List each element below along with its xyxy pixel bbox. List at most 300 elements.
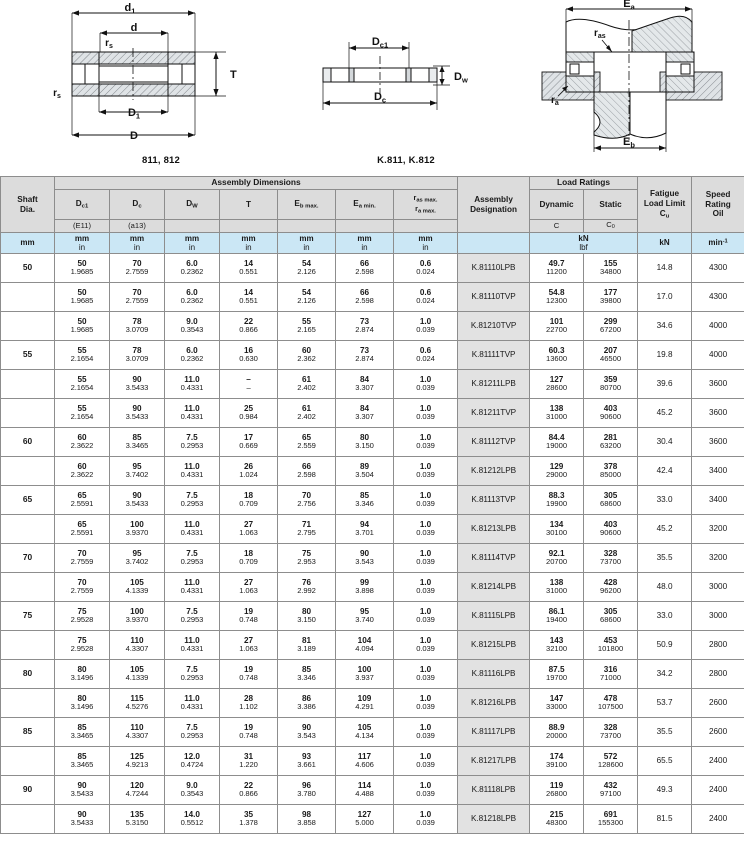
cell-dynamic-rating: 60.3 13600 [530,341,584,370]
cell-assembly-designation[interactable]: K.81213LPB [458,515,530,544]
cell-assembly-designation[interactable]: K.81211TVP [458,399,530,428]
cell-dynamic-rating: 84.4 19000 [530,428,584,457]
cell-speed-rating: 3000 [692,573,744,602]
cell-t: 14 0.551 [220,283,278,312]
cell-eb-max: 75 2.953 [278,544,336,573]
cell-dc1: 85 3.3465 [55,747,110,776]
cell-shaft-dia: 80 [1,660,55,689]
cell-shaft-dia: 75 [1,602,55,631]
specification-table-wrap [0,176,744,834]
cell-eb-max: 66 2.598 [278,457,336,486]
unit-fatigue: kN [638,233,692,254]
cell-dw: 7.5 0.2953 [165,660,220,689]
header-ea-min: $E_{a min.}$ [336,190,394,220]
header-dw-blank [165,220,220,233]
cell-eb-max: 71 2.795 [278,515,336,544]
cell-dw: 11.0 0.4331 [165,515,220,544]
cell-dc1: 75 2.9528 [55,631,110,660]
cell-ras-max: 1.0 0.039 [394,573,458,602]
cell-dynamic-rating: 119 26800 [530,776,584,805]
table-row [1,254,744,283]
cell-ea-min: 84 3.307 [336,399,394,428]
svg-text:Dc1: $D_{c1}$ [371,36,389,50]
cell-shaft-dia: 60 [1,428,55,457]
units-row [1,233,744,254]
header-t-blank [220,220,278,233]
cell-t: 16 0.630 [220,341,278,370]
cell-dc1: 80 3.1496 [55,660,110,689]
cell-speed-rating: 3200 [692,544,744,573]
cell-ea-min: 117 4.606 [336,747,394,776]
cell-dw: 7.5 0.2953 [165,428,220,457]
bearing-specification-table [0,176,744,834]
header-static-symbol: $C_0$ [584,220,638,233]
unit-t: mm in [220,233,278,254]
cell-t: 28 1.102 [220,689,278,718]
svg-text:Eb: $E_b$ [623,136,635,150]
cell-ea-min: 84 3.307 [336,370,394,399]
cell-dynamic-rating: 92.1 20700 [530,544,584,573]
cell-dw: 11.0 0.4331 [165,457,220,486]
cell-dc: 110 4.3307 [110,631,165,660]
cell-assembly-designation[interactable]: K.81216LPB [458,689,530,718]
svg-text:D: D [130,130,138,142]
cell-shaft-dia [1,312,55,341]
figure-caption-1: 811, 812 [141,155,181,166]
table-row [1,689,744,718]
cell-static-rating: 305 68600 [584,486,638,515]
cell-fatigue-load-limit: 42.4 [638,457,692,486]
cell-fatigue-load-limit: 49.3 [638,776,692,805]
header-dc-tolerance: (a13) [110,220,165,233]
cell-shaft-dia: 50 [1,254,55,283]
cell-dynamic-rating: 129 29000 [530,457,584,486]
cell-shaft-dia [1,631,55,660]
cell-assembly-designation[interactable]: K.81115LPB [458,602,530,631]
cell-speed-rating: 3600 [692,399,744,428]
cell-fatigue-load-limit: 34.6 [638,312,692,341]
cell-dynamic-rating: 138 31000 [530,399,584,428]
cell-speed-rating: 3000 [692,602,744,631]
cell-ras-max: 1.0 0.039 [394,428,458,457]
cell-fatigue-load-limit: 45.2 [638,515,692,544]
cell-t: 27 1.063 [220,631,278,660]
cell-t: 19 0.748 [220,660,278,689]
cell-dc1: 80 3.1496 [55,689,110,718]
cell-assembly-designation[interactable]: K.81116LPB [458,660,530,689]
cell-assembly-designation[interactable]: K.81117LPB [458,718,530,747]
cell-ea-min: 127 5.000 [336,805,394,834]
cell-ras-max: 1.0 0.039 [394,312,458,341]
cell-dc: 105 4.1339 [110,573,165,602]
cell-speed-rating: 2400 [692,776,744,805]
cell-assembly-designation[interactable]: K.81111TVP [458,341,530,370]
header-dynamic-symbol: C [530,220,584,233]
cell-shaft-dia [1,283,55,312]
cell-fatigue-load-limit: 45.2 [638,399,692,428]
cell-fatigue-load-limit: 35.5 [638,718,692,747]
header-static: Static [584,190,638,220]
cell-t: 26 1.024 [220,457,278,486]
cell-dc: 105 4.1339 [110,660,165,689]
cell-dc1: 55 2.1654 [55,341,110,370]
cell-eb-max: 76 2.992 [278,573,336,602]
table-row [1,660,744,689]
cell-dc1: 65 2.5591 [55,515,110,544]
cell-static-rating: 155 34800 [584,254,638,283]
cell-ras-max: 1.0 0.039 [394,631,458,660]
cell-dc: 70 2.7559 [110,254,165,283]
cell-dc: 95 3.7402 [110,544,165,573]
header-t: T [220,190,278,220]
cell-dc: 110 4.3307 [110,718,165,747]
cell-fatigue-load-limit: 53.7 [638,689,692,718]
cell-static-rating: 478 107500 [584,689,638,718]
cell-dw: 14.0 0.5512 [165,805,220,834]
cell-ea-min: 73 2.874 [336,312,394,341]
table-row [1,312,744,341]
table-row [1,544,744,573]
cell-assembly-designation[interactable]: K.81214LPB [458,573,530,602]
cell-dw: 11.0 0.4331 [165,631,220,660]
cell-eb-max: 65 2.559 [278,428,336,457]
unit-speed: $\min^{-1}$ [692,233,744,254]
cell-static-rating: 328 73700 [584,718,638,747]
cell-eb-max: 54 2.126 [278,283,336,312]
table-row [1,718,744,747]
cell-dc: 100 3.9370 [110,515,165,544]
cell-dynamic-rating: 147 33000 [530,689,584,718]
table-row [1,747,744,776]
cell-t: 17 0.669 [220,428,278,457]
cell-static-rating: 281 63200 [584,428,638,457]
cell-static-rating: 572 128600 [584,747,638,776]
cell-dc: 78 3.0709 [110,312,165,341]
cell-dc1: 75 2.9528 [55,602,110,631]
table-row [1,370,744,399]
cell-eb-max: 85 3.346 [278,660,336,689]
cell-assembly-designation[interactable]: K.81113TVP [458,486,530,515]
table-row [1,341,744,370]
cell-ea-min: 104 4.094 [336,631,394,660]
table-row [1,805,744,834]
figure-k811-k812 [292,0,520,175]
cell-t: 27 1.063 [220,573,278,602]
cell-ras-max: 1.0 0.039 [394,660,458,689]
svg-text:d1: $d_1$ [124,2,136,16]
header-fatigue-load-limit: Fatigue Load Limit $C_u$ [638,177,692,233]
cell-ras-max: 1.0 0.039 [394,399,458,428]
cell-ras-max: 1.0 0.039 [394,544,458,573]
cell-speed-rating: 2600 [692,689,744,718]
cell-assembly-designation[interactable]: K.81212LPB [458,457,530,486]
header-speed-rating-oil: Speed Rating Oil [692,177,744,233]
cell-fatigue-load-limit: 14.8 [638,254,692,283]
header-dynamic: Dynamic [530,190,584,220]
unit-dc: mm in [110,233,165,254]
cell-fatigue-load-limit: 30.4 [638,428,692,457]
cell-dc1: 60 2.3622 [55,457,110,486]
cell-shaft-dia [1,805,55,834]
cell-eb-max: 98 3.858 [278,805,336,834]
cell-dw: 7.5 0.2953 [165,544,220,573]
unit-load-ratings: kN lbf [530,233,638,254]
cell-fatigue-load-limit: 33.0 [638,602,692,631]
cell-eb-max: 96 3.780 [278,776,336,805]
cell-eb-max: 54 2.126 [278,254,336,283]
cell-assembly-designation[interactable]: K.81215LPB [458,631,530,660]
cell-assembly-designation[interactable]: K.81114TVP [458,544,530,573]
cell-ras-max: 0.6 0.024 [394,283,458,312]
cell-eb-max: 61 2.402 [278,370,336,399]
header-shaft-dia: Shaft Dia. [1,177,55,233]
cell-t: 19 0.748 [220,602,278,631]
cell-assembly-designation[interactable]: K.81112TVP [458,428,530,457]
table-body [1,254,744,834]
cell-fatigue-load-limit: 65.5 [638,747,692,776]
cell-dynamic-rating: 87.5 19700 [530,660,584,689]
cell-fatigue-load-limit: 35.5 [638,544,692,573]
cell-shaft-dia [1,689,55,718]
cell-ea-min: 94 3.701 [336,515,394,544]
table-row [1,515,744,544]
figure-811-812 [30,0,292,175]
cell-dynamic-rating: 127 28600 [530,370,584,399]
cell-dw: 11.0 0.4331 [165,573,220,602]
cell-ras-max: 1.0 0.039 [394,486,458,515]
cell-speed-rating: 3200 [692,515,744,544]
cell-fatigue-load-limit: 48.0 [638,573,692,602]
cell-ea-min: 114 4.488 [336,776,394,805]
cell-dw: 9.0 0.3543 [165,776,220,805]
cell-ras-max: 0.6 0.024 [394,341,458,370]
table-row [1,457,744,486]
cell-dw: 6.0 0.2362 [165,341,220,370]
cell-ea-min: 80 3.150 [336,428,394,457]
cell-dc1: 65 2.5591 [55,486,110,515]
cell-dc1: 90 3.5433 [55,776,110,805]
header-ras-blank [394,220,458,233]
cell-dw: 7.5 0.2953 [165,718,220,747]
table-row [1,486,744,515]
cell-speed-rating: 3600 [692,428,744,457]
cell-static-rating: 453 101800 [584,631,638,660]
cell-dc1: 60 2.3622 [55,428,110,457]
cell-fatigue-load-limit: 19.8 [638,341,692,370]
cell-assembly-designation[interactable]: K.81218LPB [458,805,530,834]
table-row [1,602,744,631]
cell-ras-max: 1.0 0.039 [394,370,458,399]
cell-speed-rating: 3400 [692,486,744,515]
cell-ras-max: 1.0 0.039 [394,776,458,805]
cell-static-rating: 691 155300 [584,805,638,834]
cell-dw: 9.0 0.3543 [165,312,220,341]
cell-shaft-dia: 55 [1,341,55,370]
cell-eb-max: 86 3.386 [278,689,336,718]
cell-t: 22 0.866 [220,776,278,805]
cell-ea-min: 85 3.346 [336,486,394,515]
cell-eb-max: 93 3.661 [278,747,336,776]
cell-eb-max: 70 2.756 [278,486,336,515]
cell-t: – – [220,370,278,399]
cell-dc1: 50 1.9685 [55,283,110,312]
table-row [1,631,744,660]
cell-dc: 100 3.9370 [110,602,165,631]
cell-ras-max: 1.0 0.039 [394,689,458,718]
unit-eb: mm in [278,233,336,254]
header-eb-blank [278,220,336,233]
cell-static-rating: 403 90600 [584,515,638,544]
cell-static-rating: 432 97100 [584,776,638,805]
cell-static-rating: 403 90600 [584,399,638,428]
cell-dc1: 85 3.3465 [55,718,110,747]
cell-eb-max: 81 3.189 [278,631,336,660]
cell-static-rating: 207 46500 [584,341,638,370]
cell-dw: 11.0 0.4331 [165,370,220,399]
cell-fatigue-load-limit: 50.9 [638,631,692,660]
cell-shaft-dia: 70 [1,544,55,573]
cell-dw: 6.0 0.2362 [165,254,220,283]
cell-fatigue-load-limit: 33.0 [638,486,692,515]
cell-dc: 85 3.3465 [110,428,165,457]
cell-shaft-dia [1,457,55,486]
table-row [1,399,744,428]
cell-speed-rating: 3600 [692,370,744,399]
header-assembly-dimensions: Assembly Dimensions [55,177,458,190]
cell-dynamic-rating: 101 22700 [530,312,584,341]
cell-shaft-dia [1,370,55,399]
cell-dynamic-rating: 138 31000 [530,573,584,602]
cell-ras-max: 1.0 0.039 [394,747,458,776]
header-assembly-designation: Assembly Designation [458,177,530,233]
cell-dc: 70 2.7559 [110,283,165,312]
cell-speed-rating: 2400 [692,747,744,776]
cell-ras-max: 1.0 0.039 [394,457,458,486]
cell-dynamic-rating: 134 30100 [530,515,584,544]
cell-static-rating: 328 73700 [584,544,638,573]
cell-dc: 135 5.3150 [110,805,165,834]
cell-speed-rating: 4000 [692,341,744,370]
unit-ras: mm in [394,233,458,254]
cell-dc: 90 3.5433 [110,370,165,399]
cell-t: 25 0.984 [220,399,278,428]
cell-eb-max: 55 2.165 [278,312,336,341]
cell-fatigue-load-limit: 17.0 [638,283,692,312]
cell-assembly-designation[interactable]: K.81210TVP [458,312,530,341]
svg-text:Ea: $E_a$ [623,0,635,12]
cell-dc: 115 4.5276 [110,689,165,718]
header-ras-ra-max: $r_{as max.}$ $r_{a max.}$ [394,190,458,220]
cell-dynamic-rating: 54.8 12300 [530,283,584,312]
figure-mounting-arrangement [520,0,744,175]
figure-caption-2: K.811, K.812 [377,155,435,166]
svg-text:D1: $D_1$ [127,107,141,121]
cell-dynamic-rating: 49.7 11200 [530,254,584,283]
cell-assembly-designation[interactable]: K.81110TVP [458,283,530,312]
cell-shaft-dia [1,747,55,776]
cell-fatigue-load-limit: 39.6 [638,370,692,399]
cell-speed-rating: 2600 [692,718,744,747]
cell-ea-min: 100 3.937 [336,660,394,689]
table-header [1,177,744,254]
unit-shaft: mm [1,233,55,254]
cell-dc1: 50 1.9685 [55,254,110,283]
cell-assembly-designation[interactable]: K.81110LPB [458,254,530,283]
table-row [1,428,744,457]
cell-fatigue-load-limit: 34.2 [638,660,692,689]
cell-dynamic-rating: 174 39100 [530,747,584,776]
cell-shaft-dia: 85 [1,718,55,747]
cell-static-rating: 177 39800 [584,283,638,312]
table-row [1,573,744,602]
header-dw: $D_W$ [165,190,220,220]
cell-static-rating: 316 71000 [584,660,638,689]
header-load-ratings: Load Ratings [530,177,638,190]
cell-static-rating: 428 96200 [584,573,638,602]
cell-dynamic-rating: 215 48300 [530,805,584,834]
diagram-strip [0,0,744,175]
cell-speed-rating: 4300 [692,254,744,283]
cell-dc: 90 3.5433 [110,486,165,515]
table-row [1,776,744,805]
cell-dc: 125 4.9213 [110,747,165,776]
cell-t: 14 0.551 [220,254,278,283]
cell-ea-min: 90 3.543 [336,544,394,573]
cell-shaft-dia: 65 [1,486,55,515]
cell-ras-max: 1.0 0.039 [394,602,458,631]
cell-static-rating: 359 80700 [584,370,638,399]
svg-text:Dw: $D_w$ [454,71,468,85]
cell-speed-rating: 2400 [692,805,744,834]
cell-speed-rating: 4300 [692,283,744,312]
unit-designation-blank [458,233,530,254]
cell-dc: 95 3.7402 [110,457,165,486]
cell-static-rating: 305 68600 [584,602,638,631]
unit-dc1: mm in [55,233,110,254]
cell-dc1: 70 2.7559 [55,544,110,573]
unit-dw: mm in [165,233,220,254]
cell-ea-min: 66 2.598 [336,254,394,283]
cell-dynamic-rating: 143 32100 [530,631,584,660]
cell-t: 22 0.866 [220,312,278,341]
cell-shaft-dia [1,399,55,428]
cell-dw: 6.0 0.2362 [165,283,220,312]
cell-ras-max: 1.0 0.039 [394,718,458,747]
cell-dc1: 70 2.7559 [55,573,110,602]
cell-dynamic-rating: 88.3 19900 [530,486,584,515]
cell-dc1: 90 3.5433 [55,805,110,834]
table-row [1,283,744,312]
svg-text:ras: $r_{as}$ [594,28,606,41]
cell-ea-min: 66 2.598 [336,283,394,312]
cell-dc: 120 4.7244 [110,776,165,805]
cell-eb-max: 80 3.150 [278,602,336,631]
svg-text:T: T [230,69,237,81]
cell-static-rating: 378 85000 [584,457,638,486]
svg-text:Dc: $D_c$ [373,91,387,105]
unit-ea: mm in [336,233,394,254]
header-dc1-tolerance: (E11) [55,220,110,233]
cell-assembly-designation[interactable]: K.81217LPB [458,747,530,776]
cell-dc1: 55 2.1654 [55,399,110,428]
cell-ea-min: 89 3.504 [336,457,394,486]
cell-ea-min: 99 3.898 [336,573,394,602]
header-ea-blank [336,220,394,233]
cell-eb-max: 60 2.362 [278,341,336,370]
svg-text:rs: $r_s$ [105,38,113,51]
cell-assembly-designation[interactable]: K.81118LPB [458,776,530,805]
cell-assembly-designation[interactable]: K.81211LPB [458,370,530,399]
